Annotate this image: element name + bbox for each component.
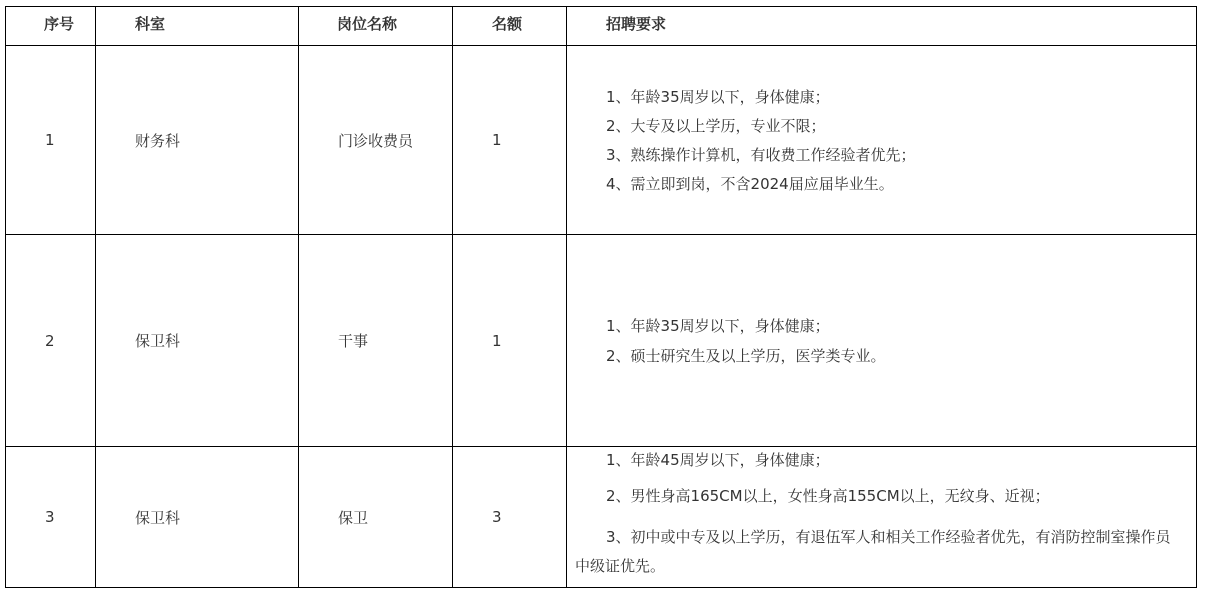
header-dept: 科室: [96, 7, 299, 46]
requirement-item: 4、需立即到岗，不含2024届应届毕业生。: [606, 174, 894, 193]
table-header-row: [6, 7, 1197, 46]
row-dept: 保卫科: [96, 447, 299, 588]
row-quota: 1: [453, 235, 567, 447]
row-requirements: [567, 447, 1197, 588]
row-quota: 3: [453, 447, 567, 588]
row-no: 1: [6, 46, 96, 235]
header-position: 岗位名称: [299, 7, 453, 46]
row-no: 3: [6, 447, 96, 588]
row-dept: 保卫科: [96, 235, 299, 447]
header-requirements: 招聘要求: [567, 7, 1197, 46]
recruitment-table: [5, 6, 1197, 588]
requirement-item: 1、年龄35周岁以下，身体健康；: [606, 87, 830, 106]
row-position: 保卫: [299, 447, 453, 588]
requirement-item: 2、男性身高165CM以上，女性身高155CM以上，无纹身、近视；: [606, 487, 1050, 505]
requirement-item: 1、年龄35周岁以下，身体健康；: [606, 316, 830, 335]
header-quota: 名额: [453, 7, 567, 46]
row-requirements: [567, 46, 1197, 235]
requirement-item: 3、熟练操作计算机，有收费工作经验者优先；: [606, 145, 916, 164]
row-requirements: [567, 235, 1197, 447]
table-row: [6, 235, 1197, 447]
requirement-item: 1、年龄45周岁以下，身体健康；: [606, 451, 830, 469]
row-position: 门诊收费员: [299, 46, 453, 235]
requirement-item: 3、初中或中专及以上学历，有退伍军人和相关工作经验者优先，有消防控制室操作员中级证优先。: [575, 528, 1171, 575]
table-row: [6, 46, 1197, 235]
row-position: 干事: [299, 235, 453, 447]
row-no: 2: [6, 235, 96, 447]
row-quota: 1: [453, 46, 567, 235]
row-dept: 财务科: [96, 46, 299, 235]
requirement-item: 2、硕士研究生及以上学历，医学类专业。: [606, 346, 886, 365]
requirement-item: 2、大专及以上学历，专业不限；: [606, 116, 826, 135]
header-no: 序号: [6, 7, 96, 46]
table-row: [6, 447, 1197, 588]
